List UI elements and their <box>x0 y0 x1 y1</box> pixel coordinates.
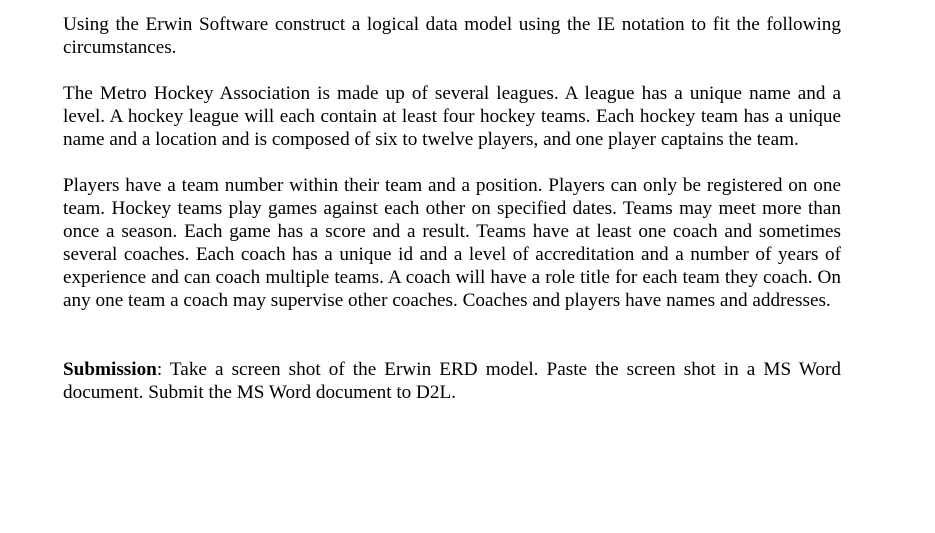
players-coaches-paragraph: Players have a team number within their team and a position. Players can only be registered on one team. Hockey teams play games against each other on specified dates. Teams may meet more than once a season. Each game has a score and a result. Teams have at least one coach and sometimes several coaches. Each coach has a unique id and a level of accreditation and a number of years of experience and can coach multiple teams. A coach will have a role title for each team they coach. On any one team a coach may supervise other coaches. Coaches and players have names and addresses. <box>63 175 841 311</box>
intro-paragraph: Using the Erwin Software construct a logical data model using the IE notation to fit the following circumstances. <box>63 14 841 58</box>
submission-instructions: : Take a screen shot of the Erwin ERD model. Paste the screen shot in a MS Word document. Submit the MS Word document to D2L. <box>63 359 841 403</box>
paragraph-spacer <box>63 312 841 358</box>
submission-label: Submission <box>63 359 157 380</box>
league-description-paragraph: The Metro Hockey Association is made up of several leagues. A league has a unique name and a level. A hockey league will each contain at least four hockey teams. Each hockey team has a unique name and a location and is composed of six to twelve players, and one player captains the team. <box>63 83 841 150</box>
paragraph-spacer <box>63 151 841 174</box>
assignment-document <box>63 13 841 404</box>
submission-paragraph <box>63 358 841 404</box>
paragraph-spacer <box>63 59 841 82</box>
